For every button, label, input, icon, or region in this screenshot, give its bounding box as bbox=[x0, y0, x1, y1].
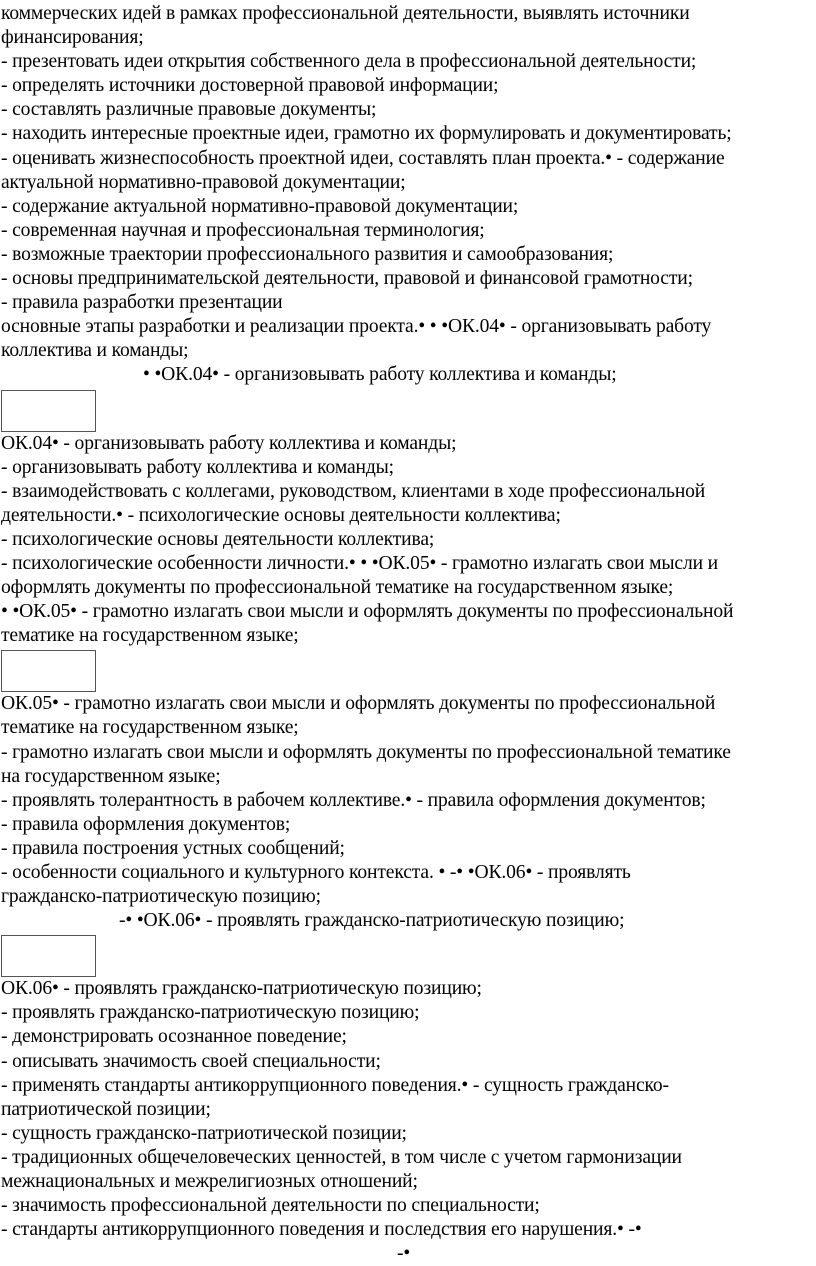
text-line: - сущность гражданско-патриотической позиции; bbox=[1, 1122, 407, 1144]
text-line: основные этапы разработки и реализации проекта.• • •ОК.04• - организовывать работу bbox=[1, 316, 712, 338]
text-line: - описывать значимость своей специальности; bbox=[1, 1050, 381, 1072]
ok06-heading: -• •ОК.06• - проявлять гражданско-патриотическую позицию; bbox=[119, 910, 625, 932]
text-line: - демонстрировать осознанное поведение; bbox=[1, 1026, 347, 1048]
text-line: - основы предпринимательской деятельности, правовой и финансовой грамотности; bbox=[1, 268, 693, 290]
text-line: - правила построения устных сообщений; bbox=[1, 837, 345, 859]
text-line: актуальной нормативно-правовой документации; bbox=[1, 171, 406, 193]
text-line: - проявлять гражданско-патриотическую позицию; bbox=[1, 1002, 420, 1024]
text-line: - современная научная и профессиональная терминология; bbox=[1, 219, 485, 241]
text-block-2 bbox=[1, 432, 816, 649]
text-line: ОК.04• - организовывать работу коллектива и команды; bbox=[1, 432, 457, 454]
text-block-3 bbox=[1, 692, 816, 909]
text-line: - организовывать работу коллектива и команды; bbox=[1, 456, 394, 478]
empty-table-cell bbox=[1, 650, 96, 692]
text-line: - возможные траектории профессионального развития и самообразования; bbox=[1, 243, 614, 265]
text-line: - находить интересные проектные идеи, грамотно их формулировать и документировать; bbox=[1, 123, 732, 145]
text-line: - стандарты антикоррупционного поведения и последствия его нарушения.• -• bbox=[1, 1219, 642, 1241]
ok04-heading: • •ОК.04• - организовывать работу коллектива и команды; bbox=[143, 364, 617, 386]
text-line: • •ОК.05• - грамотно излагать свои мысли и оформлять документы по профессиональной bbox=[1, 601, 734, 623]
text-line: - значимость профессиональной деятельности по специальности; bbox=[1, 1195, 540, 1217]
text-line: ОК.05• - грамотно излагать свои мысли и оформлять документы по профессиональной bbox=[1, 693, 716, 715]
text-line: - содержание актуальной нормативно-правовой документации; bbox=[1, 195, 519, 217]
text-line: коммерческих идей в рамках профессиональной деятельности, выявлять источники bbox=[1, 3, 690, 24]
text-line: - правила оформления документов; bbox=[1, 813, 291, 835]
document-body bbox=[1, 2, 816, 1266]
text-line: - презентовать идеи открытия собственного дела в профессиональной деятельности; bbox=[1, 51, 697, 73]
text-line: - взаимодействовать с коллегами, руководством, клиентами в ходе профессиональной bbox=[1, 480, 706, 502]
text-line: - правила разработки презентации bbox=[1, 292, 283, 314]
text-line: коллектива и команды; bbox=[1, 340, 189, 362]
text-line: - грамотно излагать свои мысли и оформлять документы по профессиональной тематике bbox=[1, 741, 731, 763]
text-line: - психологические основы деятельности коллектива; bbox=[1, 528, 435, 550]
text-line: тематике на государственном языке; bbox=[1, 625, 299, 647]
text-line: - составлять различные правовые документы; bbox=[1, 99, 377, 121]
footer-mark: -• bbox=[397, 1243, 411, 1265]
text-line: деятельности.• - психологические основы деятельности коллектива; bbox=[1, 504, 561, 526]
text-line: патриотической позиции; bbox=[1, 1098, 211, 1120]
text-line: гражданско-патриотическую позицию; bbox=[1, 886, 321, 908]
text-line: на государственном языке; bbox=[1, 765, 221, 787]
text-line: оформлять документы по профессиональной тематике на государственном языке; bbox=[1, 577, 674, 599]
text-line: межнациональных и межрелигиозных отношений; bbox=[1, 1171, 418, 1193]
text-line: - особенности социального и культурного контекста. • -• •ОК.06• - проявлять bbox=[1, 862, 631, 883]
text-line: - проявлять толерантность в рабочем коллективе.• - правила оформления документов; bbox=[1, 789, 706, 811]
text-line: ОК.06• - проявлять гражданско-патриотическую позицию; bbox=[1, 978, 482, 1000]
text-line: - оценивать жизнеспособность проектной идеи, составлять план проекта.• - содержание bbox=[1, 147, 725, 169]
text-line: - психологические особенности личности.• • •ОК.05• - грамотно излагать свои мысли и bbox=[1, 552, 718, 574]
text-line: - применять стандарты антикоррупционного поведения.• - сущность гражданско- bbox=[1, 1074, 669, 1096]
text-block-1 bbox=[1, 2, 816, 363]
text-line: тематике на государственном языке; bbox=[1, 717, 299, 739]
text-line: - традиционных общечеловеческих ценностей, в том числе с учетом гармонизации bbox=[1, 1146, 682, 1168]
empty-table-cell bbox=[1, 935, 96, 977]
text-block-4 bbox=[1, 977, 816, 1242]
empty-table-cell bbox=[1, 390, 96, 432]
text-line: - определять источники достоверной правовой информации; bbox=[1, 75, 499, 97]
text-line: финансирования; bbox=[1, 27, 144, 49]
